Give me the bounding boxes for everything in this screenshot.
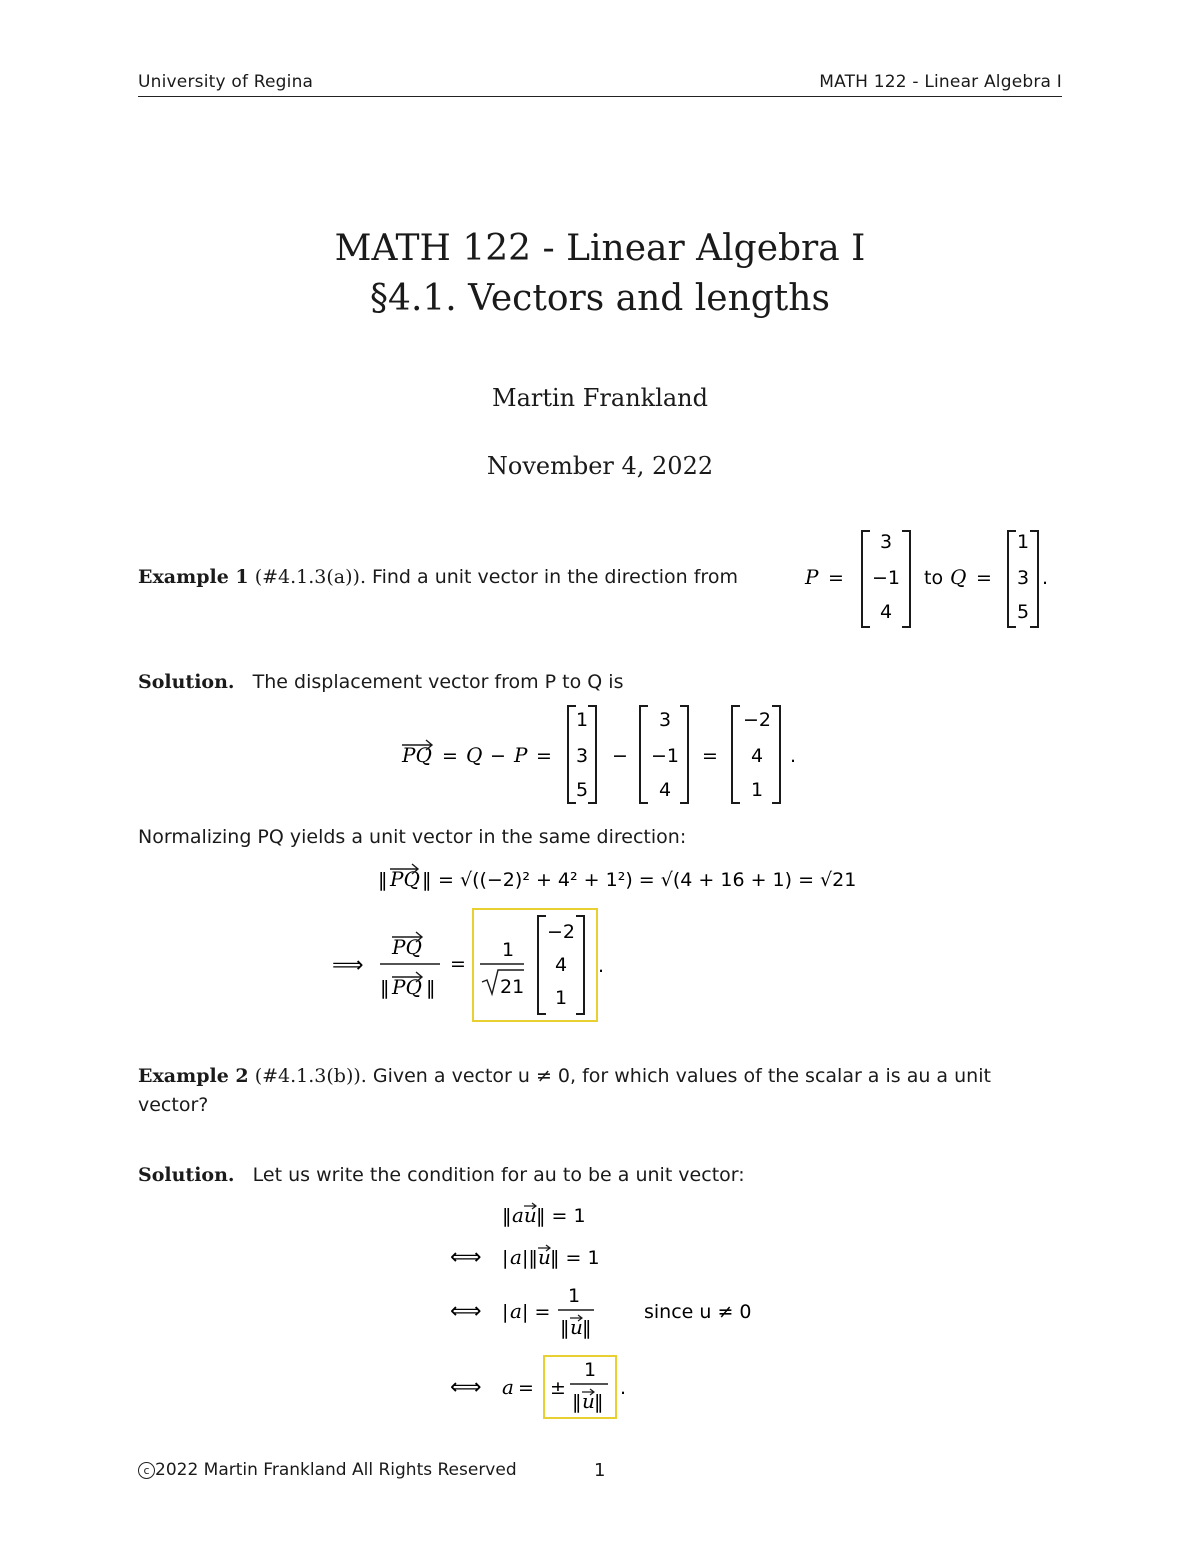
svg-text:.: . — [790, 745, 797, 767]
example2-ref: (#4.1.3(b)). — [254, 1065, 367, 1087]
running-header-left: University of Regina — [138, 72, 314, 92]
unit-entry-2: 4 — [554, 954, 568, 976]
header-rule — [138, 96, 1062, 97]
svg-text:| =: | = — [522, 1301, 551, 1323]
solution1-intro — [138, 671, 623, 693]
solution2-label: Solution. — [138, 1164, 235, 1186]
svg-text:PQ: PQ — [392, 975, 422, 999]
svg-text:⟹: ⟹ — [332, 953, 364, 978]
svg-text:=: = — [828, 567, 844, 589]
example1-statement — [138, 566, 738, 588]
svg-text:⟺: ⟺ — [450, 1299, 482, 1324]
Q-copy-entry-1: 1 — [576, 709, 589, 731]
svg-text:u: u — [582, 1389, 595, 1413]
Q-entry-3: 5 — [1016, 601, 1030, 623]
solution2-derivation — [448, 1196, 788, 1426]
PQ-entry-2: 4 — [750, 745, 764, 767]
svg-text:Q: Q — [950, 565, 967, 589]
svg-text:‖: ‖ — [582, 1317, 592, 1339]
example1-label: Example 1 — [138, 566, 249, 588]
author: Martin Frankland — [492, 384, 708, 412]
solution1-label: Solution. — [138, 671, 235, 693]
to-word: to — [924, 567, 944, 589]
svg-text:|: | — [502, 1301, 509, 1323]
example2-text: Given a vector u ≠ 0, for which values of the scalar a is au a unit — [372, 1065, 991, 1087]
displacement-equation — [396, 700, 816, 810]
unit-entry-1: −2 — [546, 921, 576, 943]
svg-text:−: − — [490, 745, 506, 767]
svg-text:.: . — [620, 1377, 627, 1399]
svg-text:P: P — [514, 743, 528, 767]
svg-text:=: = — [702, 745, 718, 767]
since-condition: since u ≠ 0 — [644, 1301, 752, 1323]
svg-text:u: u — [538, 1245, 551, 1269]
svg-text:−: − — [612, 745, 628, 767]
Q-entry-1: 1 — [1016, 531, 1030, 553]
copyright-text: 2022 Martin Frankland All Rights Reserved — [155, 1460, 517, 1480]
svg-text:=: = — [518, 1377, 534, 1399]
Q-copy-entry-3: 5 — [576, 779, 589, 801]
svg-text:1: 1 — [502, 939, 515, 961]
svg-text:=: = — [976, 567, 992, 589]
solution2-intro — [138, 1164, 745, 1186]
svg-text:|: | — [502, 1247, 509, 1269]
P-entry-3: 4 — [879, 601, 893, 623]
svg-text:‖: ‖ — [560, 1317, 570, 1339]
svg-text:1: 1 — [584, 1359, 597, 1381]
svg-text:a: a — [510, 1245, 522, 1269]
example2-statement — [138, 1065, 1068, 1087]
svg-text:‖: ‖ — [378, 869, 388, 891]
example2-label: Example 2 — [138, 1065, 249, 1087]
Q-copy-entry-2: 3 — [576, 745, 589, 767]
svg-text:=: = — [536, 745, 552, 767]
answer-highlight-box — [473, 909, 597, 1021]
svg-text:PQ: PQ — [392, 935, 422, 959]
page-number: 1 — [594, 1460, 606, 1481]
section-title: §4.1. Vectors and lengths — [370, 278, 830, 319]
svg-text:=: = — [442, 745, 458, 767]
svg-text:‖: ‖ — [426, 977, 436, 999]
svg-text:P: P — [805, 565, 819, 589]
svg-text:⟺: ⟺ — [450, 1375, 482, 1400]
svg-text:a: a — [510, 1299, 522, 1323]
svg-text:PQ: PQ — [402, 743, 432, 767]
svg-text:a: a — [502, 1375, 514, 1399]
running-header-right: MATH 122 - Linear Algebra I — [819, 72, 1062, 92]
document-title: MATH 122 - Linear Algebra I — [334, 228, 866, 269]
svg-text:Q: Q — [466, 743, 483, 767]
svg-text:‖: ‖ — [422, 869, 432, 891]
P-copy-entry-3: 4 — [658, 779, 672, 801]
P-entry-2: −1 — [871, 567, 901, 589]
example2-continuation: vector? — [138, 1094, 209, 1116]
svg-text:.: . — [1042, 567, 1049, 589]
svg-text:‖ = 1: ‖ = 1 — [550, 1247, 600, 1269]
svg-text:‖: ‖ — [594, 1391, 604, 1413]
PQ-entry-3: 1 — [750, 779, 764, 801]
svg-text:‖: ‖ — [572, 1391, 582, 1413]
svg-text:±: ± — [550, 1377, 566, 1399]
unit-entry-3: 1 — [554, 987, 568, 1009]
solution2-text: Let us write the condition for au to be a unit vector: — [252, 1164, 745, 1186]
svg-text:1: 1 — [568, 1285, 581, 1307]
normalizing-sentence: Normalizing PQ yields a unit vector in the same direction: — [138, 826, 687, 848]
Q-entry-2: 3 — [1016, 567, 1030, 589]
example1-ref: (#4.1.3(a)). — [254, 566, 366, 588]
P-copy-entry-1: 3 — [658, 709, 672, 731]
unit-vector-equation — [330, 906, 630, 1026]
svg-text:PQ: PQ — [390, 867, 420, 891]
svg-text:‖: ‖ — [380, 977, 390, 999]
P-copy-entry-2: −1 — [650, 745, 680, 767]
norm-expression: = √((−2)² + 4² + 1²) = √(4 + 16 + 1) = √21 — [438, 869, 857, 891]
copyright-icon: c — [138, 1462, 155, 1479]
svg-text:‖ = 1: ‖ = 1 — [536, 1205, 586, 1227]
solution1-text: The displacement vector from P to Q is — [252, 671, 624, 693]
example1-vectors — [800, 528, 1060, 632]
svg-text:=: = — [450, 953, 466, 975]
svg-text:|‖: |‖ — [522, 1247, 538, 1269]
copyright-footer — [138, 1460, 517, 1480]
svg-text:21: 21 — [500, 976, 525, 998]
svg-text:u: u — [570, 1315, 583, 1339]
PQ-entry-1: −2 — [742, 709, 772, 731]
date: November 4, 2022 — [486, 452, 714, 480]
P-entry-1: 3 — [879, 531, 893, 553]
norm-equation — [376, 856, 896, 900]
svg-text:⟺: ⟺ — [450, 1245, 482, 1270]
svg-text:‖: ‖ — [502, 1205, 512, 1227]
svg-text:.: . — [598, 955, 605, 977]
example1-text: Find a unit vector in the direction from — [372, 566, 738, 588]
svg-text:au: au — [512, 1203, 537, 1227]
